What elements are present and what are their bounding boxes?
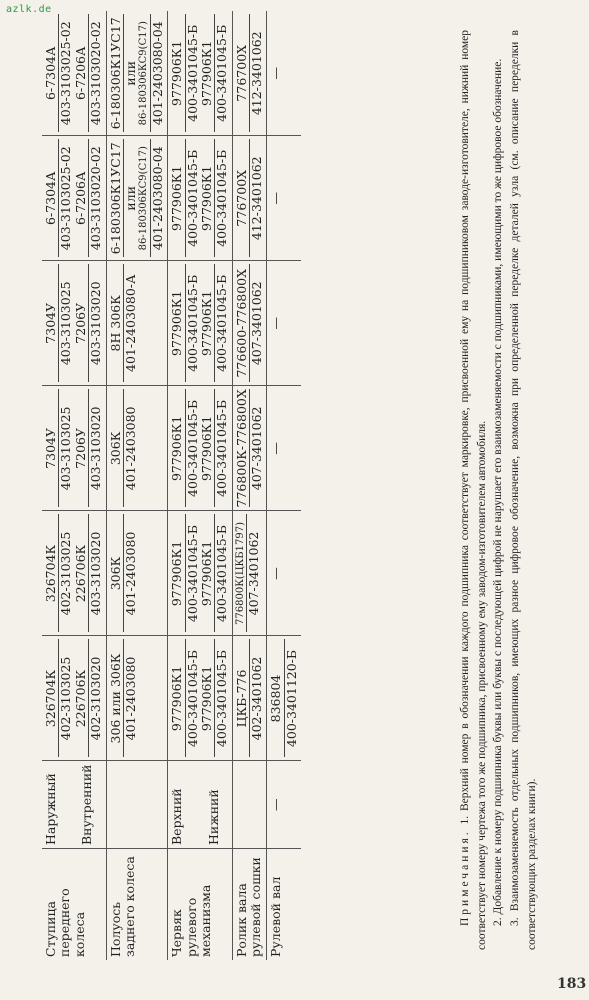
bearing-number: 977906К1 (200, 514, 215, 632)
bearing-number: 400-3401045-Б (214, 399, 230, 497)
bearing-number: 400-3401120-Б (283, 649, 299, 748)
bearing-cell (267, 261, 301, 386)
bearing-number: 86-180306КС9(С17) (138, 14, 151, 132)
bearing-number: 7304У (44, 389, 59, 507)
bearing-cell (168, 11, 233, 136)
bearing-number: 400-3401045-Б (214, 274, 230, 372)
bearing-number: 401-2403080-А (122, 274, 138, 372)
rotated-page (2, 10, 577, 970)
bearing-cell (267, 386, 301, 511)
bearing-number: 977906К1 (170, 264, 185, 382)
unit-name: Червяк рулевого механизма (169, 884, 213, 957)
bearing-number: 400-3401045-Б (184, 24, 200, 122)
bearing-number: 400-3401045-Б (184, 649, 200, 748)
bearing-position (232, 761, 267, 849)
bearing-cell (267, 11, 301, 136)
bearing-number: 326704К (44, 514, 59, 632)
bearing-number: 401-2403080-04 (149, 21, 165, 126)
bearing-number: 6-7304А (44, 14, 59, 132)
bearing-number: 412-3401062 (249, 156, 264, 241)
position-label: Нижний (205, 789, 221, 845)
bearing-number: 403-3103020-02 (88, 146, 104, 251)
bearing-number: 226706К (74, 639, 89, 757)
table-row (168, 11, 233, 960)
bearing-number: 400-3401045-Б (184, 399, 200, 497)
bearing-number: 776800К-776800Х (233, 389, 249, 508)
bearing-number: 400-3401045-Б (214, 524, 230, 623)
bearing-number: 400-3401045-Б (214, 24, 230, 122)
bearing-number: 402-3103025 (58, 531, 74, 616)
bearing-number: 977906К1 (200, 639, 215, 757)
table-row (267, 11, 301, 960)
bearing-cell (168, 386, 233, 511)
bearing-table (42, 11, 301, 960)
bearing-number: 6-180306К1УС17 (109, 14, 124, 132)
bearing-number: 402-3401062 (249, 656, 264, 741)
bearing-number: 403-3103025 (58, 281, 74, 366)
position-label: Внутренний (79, 764, 95, 845)
bearing-position (106, 761, 168, 849)
note-1-text: 1. Верхний номер в обозначении каждого подшипника соответствует маркировке, присвоенной ему на подшипниковом заводе-изготовителе, нижний номер соответствует номеру чертежа того же подшипника, присвоенному ему заводом-изготовителем автомобиля. (459, 29, 488, 950)
bearing-number: 836804 (269, 639, 284, 757)
notes-section (457, 30, 540, 950)
unit-name: Ролик вала рулевой сошки (233, 857, 263, 957)
unit-name: Ступица переднего колеса (43, 888, 87, 957)
bearing-cell (106, 11, 168, 136)
bearing-cell (232, 11, 267, 136)
notes-label: Примечания. (459, 829, 471, 926)
bearing-number: 977906К1 (170, 514, 185, 632)
unit-name: Полуось заднего колеса (107, 856, 137, 957)
position-label: Верхний (169, 788, 185, 845)
bearing-number: 400-3401045-Б (214, 649, 230, 748)
bearing-number: — (268, 192, 284, 205)
bearing-number: 306К (109, 514, 124, 632)
bearing-number: 400-3401045-Б (214, 149, 230, 247)
bearing-cell (42, 636, 106, 761)
table-row (42, 11, 106, 960)
bearing-position (42, 761, 106, 849)
bearing-number: ЦКБ-776 (235, 639, 250, 757)
bearing-cell (232, 511, 267, 636)
bearing-cell (232, 386, 267, 511)
bearing-number: 306 или 306К (109, 639, 124, 757)
bearing-number: 977906К1 (170, 389, 185, 507)
bearing-cell (42, 136, 106, 261)
bearing-cell (106, 511, 168, 636)
bearing-number: 326704К (44, 639, 59, 757)
bearing-number: 403-3103025-02 (58, 146, 74, 251)
bearing-number: — (268, 67, 284, 80)
bearing-number: 6-7206А (74, 139, 89, 257)
bearing-position (267, 761, 301, 849)
dash-mark: — (268, 798, 284, 811)
bearing-number: 977906К1 (200, 264, 215, 382)
note-3: 3. Взаимозаменяемость отдельных подшипников, имеющих разное цифровое обозначение, возможна при определенной переделке деталей узла (см. описание переделки в соответствующих разделах книги). (509, 30, 538, 950)
bearing-cell (42, 261, 106, 386)
bearing-position (168, 761, 233, 849)
bearing-number: 401-2403080 (122, 656, 138, 741)
note-1 (457, 30, 490, 950)
bearing-number: 403-3103025-02 (58, 21, 74, 126)
bearing-cell (106, 636, 168, 761)
bearing-cell (267, 136, 301, 261)
bearing-cell (232, 636, 267, 761)
bearing-number: 6-7304А (44, 139, 59, 257)
bearing-number: 6-7206А (74, 14, 89, 132)
bearing-cell (168, 511, 233, 636)
bearing-number: 226706К (74, 514, 89, 632)
bearing-number: 7206У (74, 264, 89, 382)
bearing-number: 977906К1 (200, 139, 215, 257)
bearing-number: 400-3401045-Б (184, 524, 200, 623)
bearing-cell (232, 261, 267, 386)
bearing-cell (168, 261, 233, 386)
bearing-number: 776800К(ЦКБ1797) (235, 514, 248, 632)
bearing-number: 403-3103020 (88, 281, 104, 366)
page-content (2, 10, 577, 970)
bearing-cell (42, 11, 106, 136)
bearing-cell (267, 636, 301, 761)
bearing-cell (232, 136, 267, 261)
bearing-number: 401-2403080 (122, 406, 138, 491)
watermark: azlk.de (6, 4, 52, 15)
table-row (232, 11, 267, 960)
bearing-number: 776700Х (235, 139, 250, 257)
bearing-cell (168, 136, 233, 261)
bearing-cell (106, 261, 168, 386)
bearing-number: 407-3401062 (246, 531, 262, 616)
bearing-number: 403-3103025 (58, 406, 74, 491)
bearing-cell (106, 386, 168, 511)
bearing-number: — (268, 567, 284, 580)
bearing-cell (106, 136, 168, 261)
bearing-number: 776700Х (235, 14, 250, 132)
bearing-number: или (122, 185, 138, 211)
bearing-cell (42, 386, 106, 511)
bearing-number: 407-3401062 (249, 281, 264, 366)
bearing-number: 977906К1 (200, 389, 215, 507)
bearing-number: 400-3401045-Б (184, 149, 200, 247)
bearing-number: 6-180306К1УС17 (109, 139, 124, 257)
bearing-number: 400-3401045-Б (184, 274, 200, 372)
bearing-number: — (268, 317, 284, 330)
bearing-number: 407-3401062 (249, 406, 264, 491)
bearing-number: 86-180306КС9(С17) (138, 139, 151, 257)
bearing-number: 401-2403080-04 (149, 146, 165, 251)
bearing-number: 402-3103020 (88, 656, 104, 741)
unit-name: Рулевой вал (268, 876, 284, 957)
position-label: Наружный (43, 773, 58, 845)
bearing-number: 977906К1 (170, 14, 185, 132)
note-2: 2. Добавление к номеру подшипника буквы или буквы с последующей цифрой не нарушает его взаимозаменяемости с подшипниками, имеющими то же цифровое обозначение. (492, 58, 505, 926)
bearing-cell (168, 636, 233, 761)
bearing-number: 8Н 306К (109, 264, 124, 382)
bearing-number: 412-3401062 (249, 31, 264, 116)
bearing-number: — (268, 442, 284, 455)
bearing-number: 403-3103020-02 (88, 21, 104, 126)
bearing-number: 7304У (44, 264, 59, 382)
bearing-number: 977906К1 (170, 139, 185, 257)
bearing-number: 402-3103025 (58, 656, 74, 741)
bearing-number: 7206У (74, 389, 89, 507)
bearing-number: 403-3103020 (88, 406, 104, 491)
bearing-number: 401-2403080 (122, 531, 138, 616)
bearing-cell (267, 511, 301, 636)
bearing-number: 977906К1 (200, 14, 215, 132)
bearing-number: или (122, 60, 138, 86)
bearing-number: 977906К1 (170, 639, 185, 757)
bearing-number: 776600-776800Х (235, 264, 250, 382)
page-number: 183 (557, 976, 587, 992)
bearing-number: 306К (109, 389, 124, 507)
table-row (106, 11, 168, 960)
bearing-cell (42, 511, 106, 636)
bearing-number: 403-3103020 (88, 531, 104, 616)
